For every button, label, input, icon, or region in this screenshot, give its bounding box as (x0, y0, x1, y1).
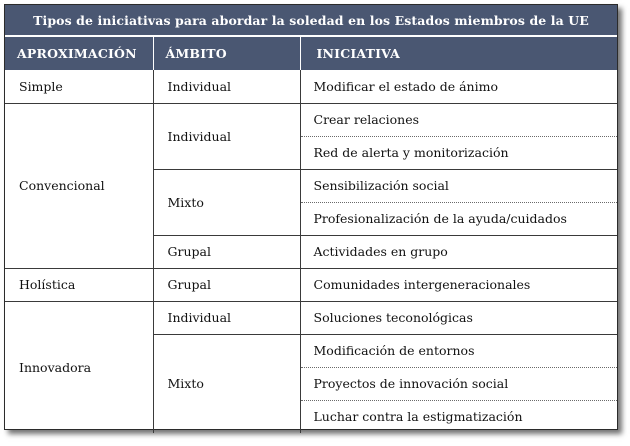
scope-cell: Individual (153, 70, 300, 103)
initiative-cell: Profesionalización de la ayuda/cuidados (300, 202, 617, 235)
scope-cell: Grupal (153, 235, 300, 268)
header-row (5, 37, 617, 70)
scope-cell: Individual (153, 103, 300, 169)
header-scope: ÁMBITO (153, 37, 300, 70)
initiative-cell: Proyectos de innovación social (300, 367, 617, 400)
initiatives-table (5, 37, 617, 433)
table-frame (4, 4, 618, 430)
initiative-cell: Modificación de entornos (300, 334, 617, 367)
approach-cell: Simple (5, 70, 153, 103)
header-approach: APROXIMACIÓN (5, 37, 153, 70)
scope-cell: Grupal (153, 268, 300, 301)
scope-cell: Individual (153, 301, 300, 334)
initiative-cell: Red de alerta y monitorización (300, 136, 617, 169)
approach-cell: Innovadora (5, 301, 153, 433)
initiative-cell: Actividades en grupo (300, 235, 617, 268)
initiative-cell: Comunidades intergeneracionales (300, 268, 617, 301)
initiative-cell: Soluciones teconológicas (300, 301, 617, 334)
approach-cell: Holística (5, 268, 153, 301)
table-row (5, 70, 617, 103)
table-title: Tipos de iniciativas para abordar la soledad en los Estados miembros de la UE (5, 5, 617, 37)
table-row (5, 103, 617, 136)
initiative-cell: Luchar contra la estigmatización (300, 400, 617, 433)
scope-cell: Mixto (153, 334, 300, 433)
scope-cell: Mixto (153, 169, 300, 235)
initiative-cell: Modificar el estado de ánimo (313, 78, 498, 94)
initiative-cell: Sensibilización social (300, 169, 617, 202)
table-row (5, 268, 617, 301)
approach-cell: Convencional (5, 103, 153, 268)
header-initiative: INICIATIVA (300, 37, 617, 70)
initiative-cell: Crear relaciones (300, 103, 617, 136)
table-row (5, 301, 617, 334)
